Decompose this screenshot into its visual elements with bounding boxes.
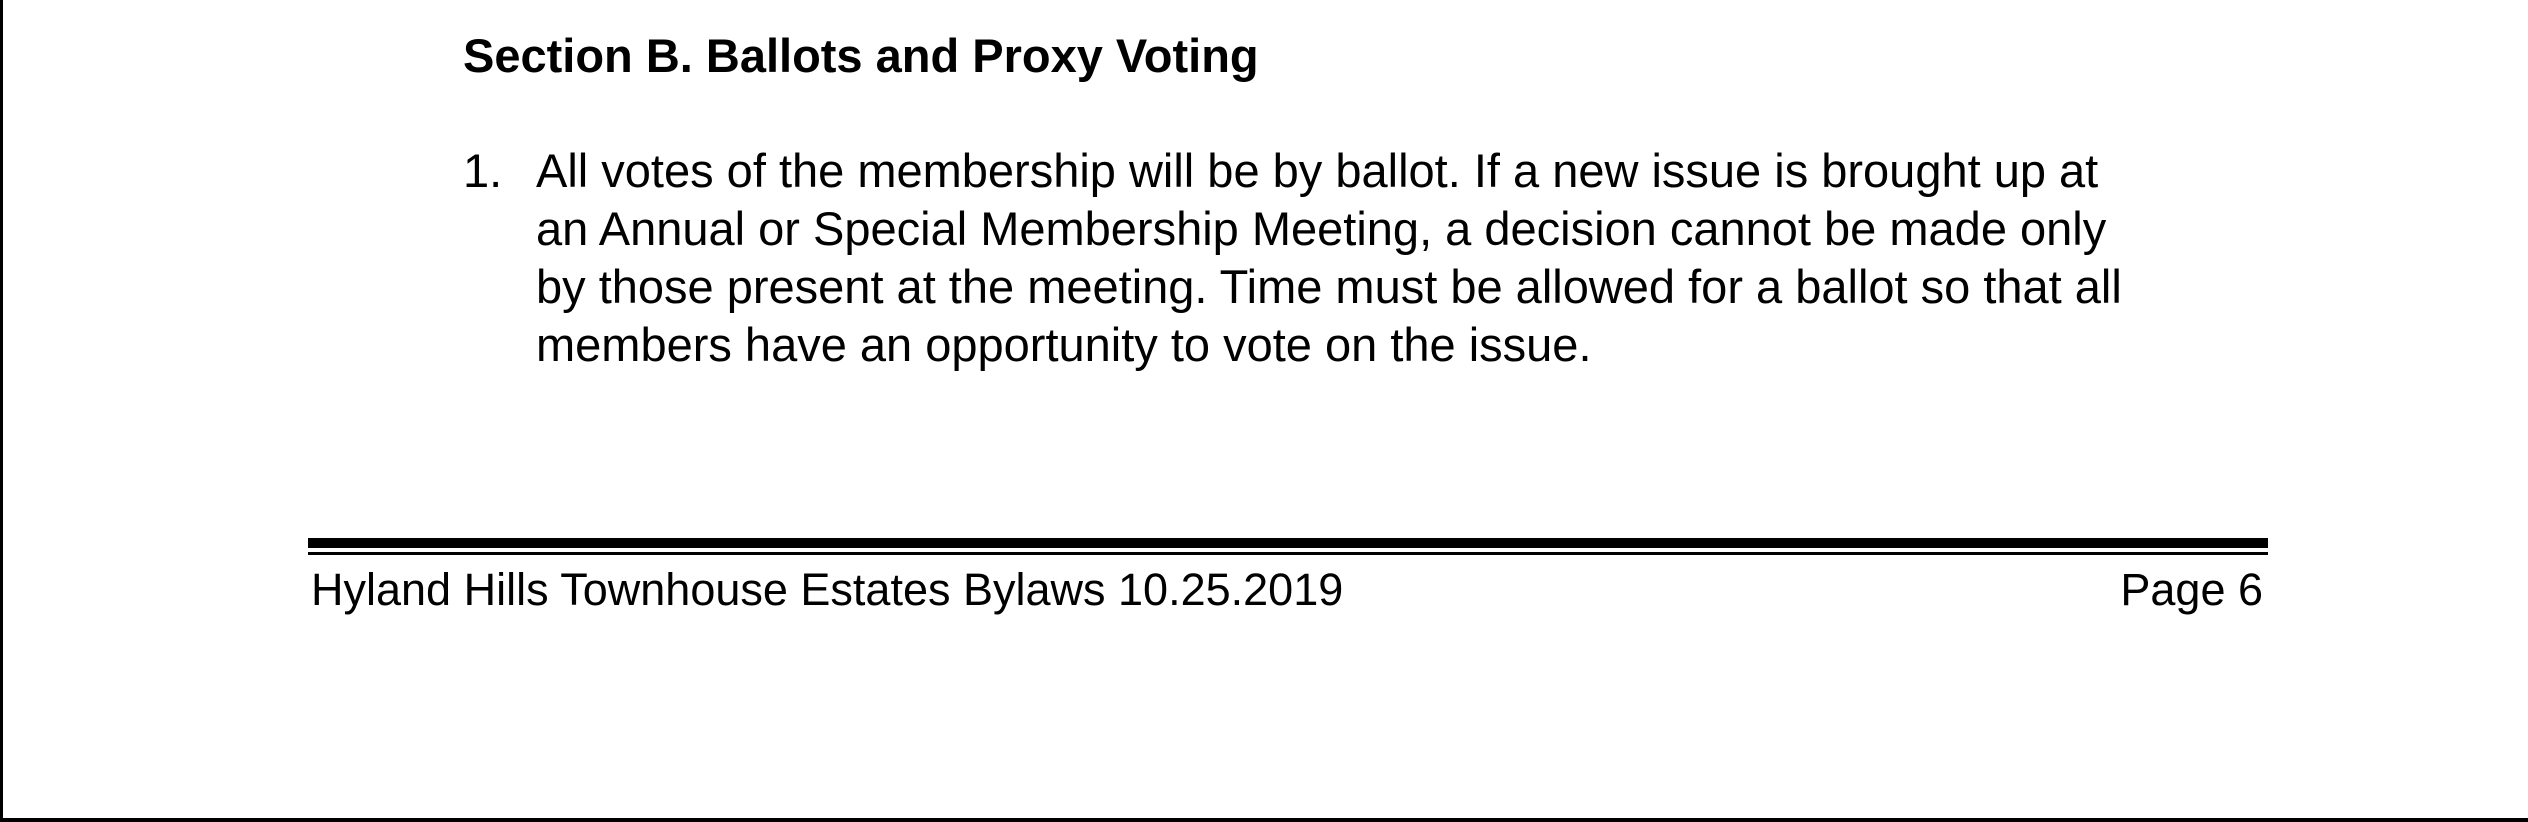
text-line: members have an opportunity to vote on the issue. — [536, 318, 1592, 371]
list-item-text — [536, 142, 2261, 374]
section-heading: Section B. Ballots and Proxy Voting — [463, 29, 1259, 82]
footer-rule-thin — [308, 552, 2268, 555]
footer-document-title: Hyland Hills Townhouse Estates Bylaws 10.25.2019 — [311, 564, 1344, 615]
text-line: an Annual or Special Membership Meeting, a decision cannot be made only — [536, 202, 2107, 255]
footer-rule — [308, 538, 2268, 548]
list-item-number: 1. — [463, 144, 503, 197]
text-line: All votes of the membership will be by ballot. If a new issue is brought up at — [536, 144, 2099, 197]
footer-page-number: Page 6 — [2120, 564, 2263, 615]
text-line: by those present at the meeting. Time must be allowed for a ballot so that all — [536, 260, 2122, 313]
